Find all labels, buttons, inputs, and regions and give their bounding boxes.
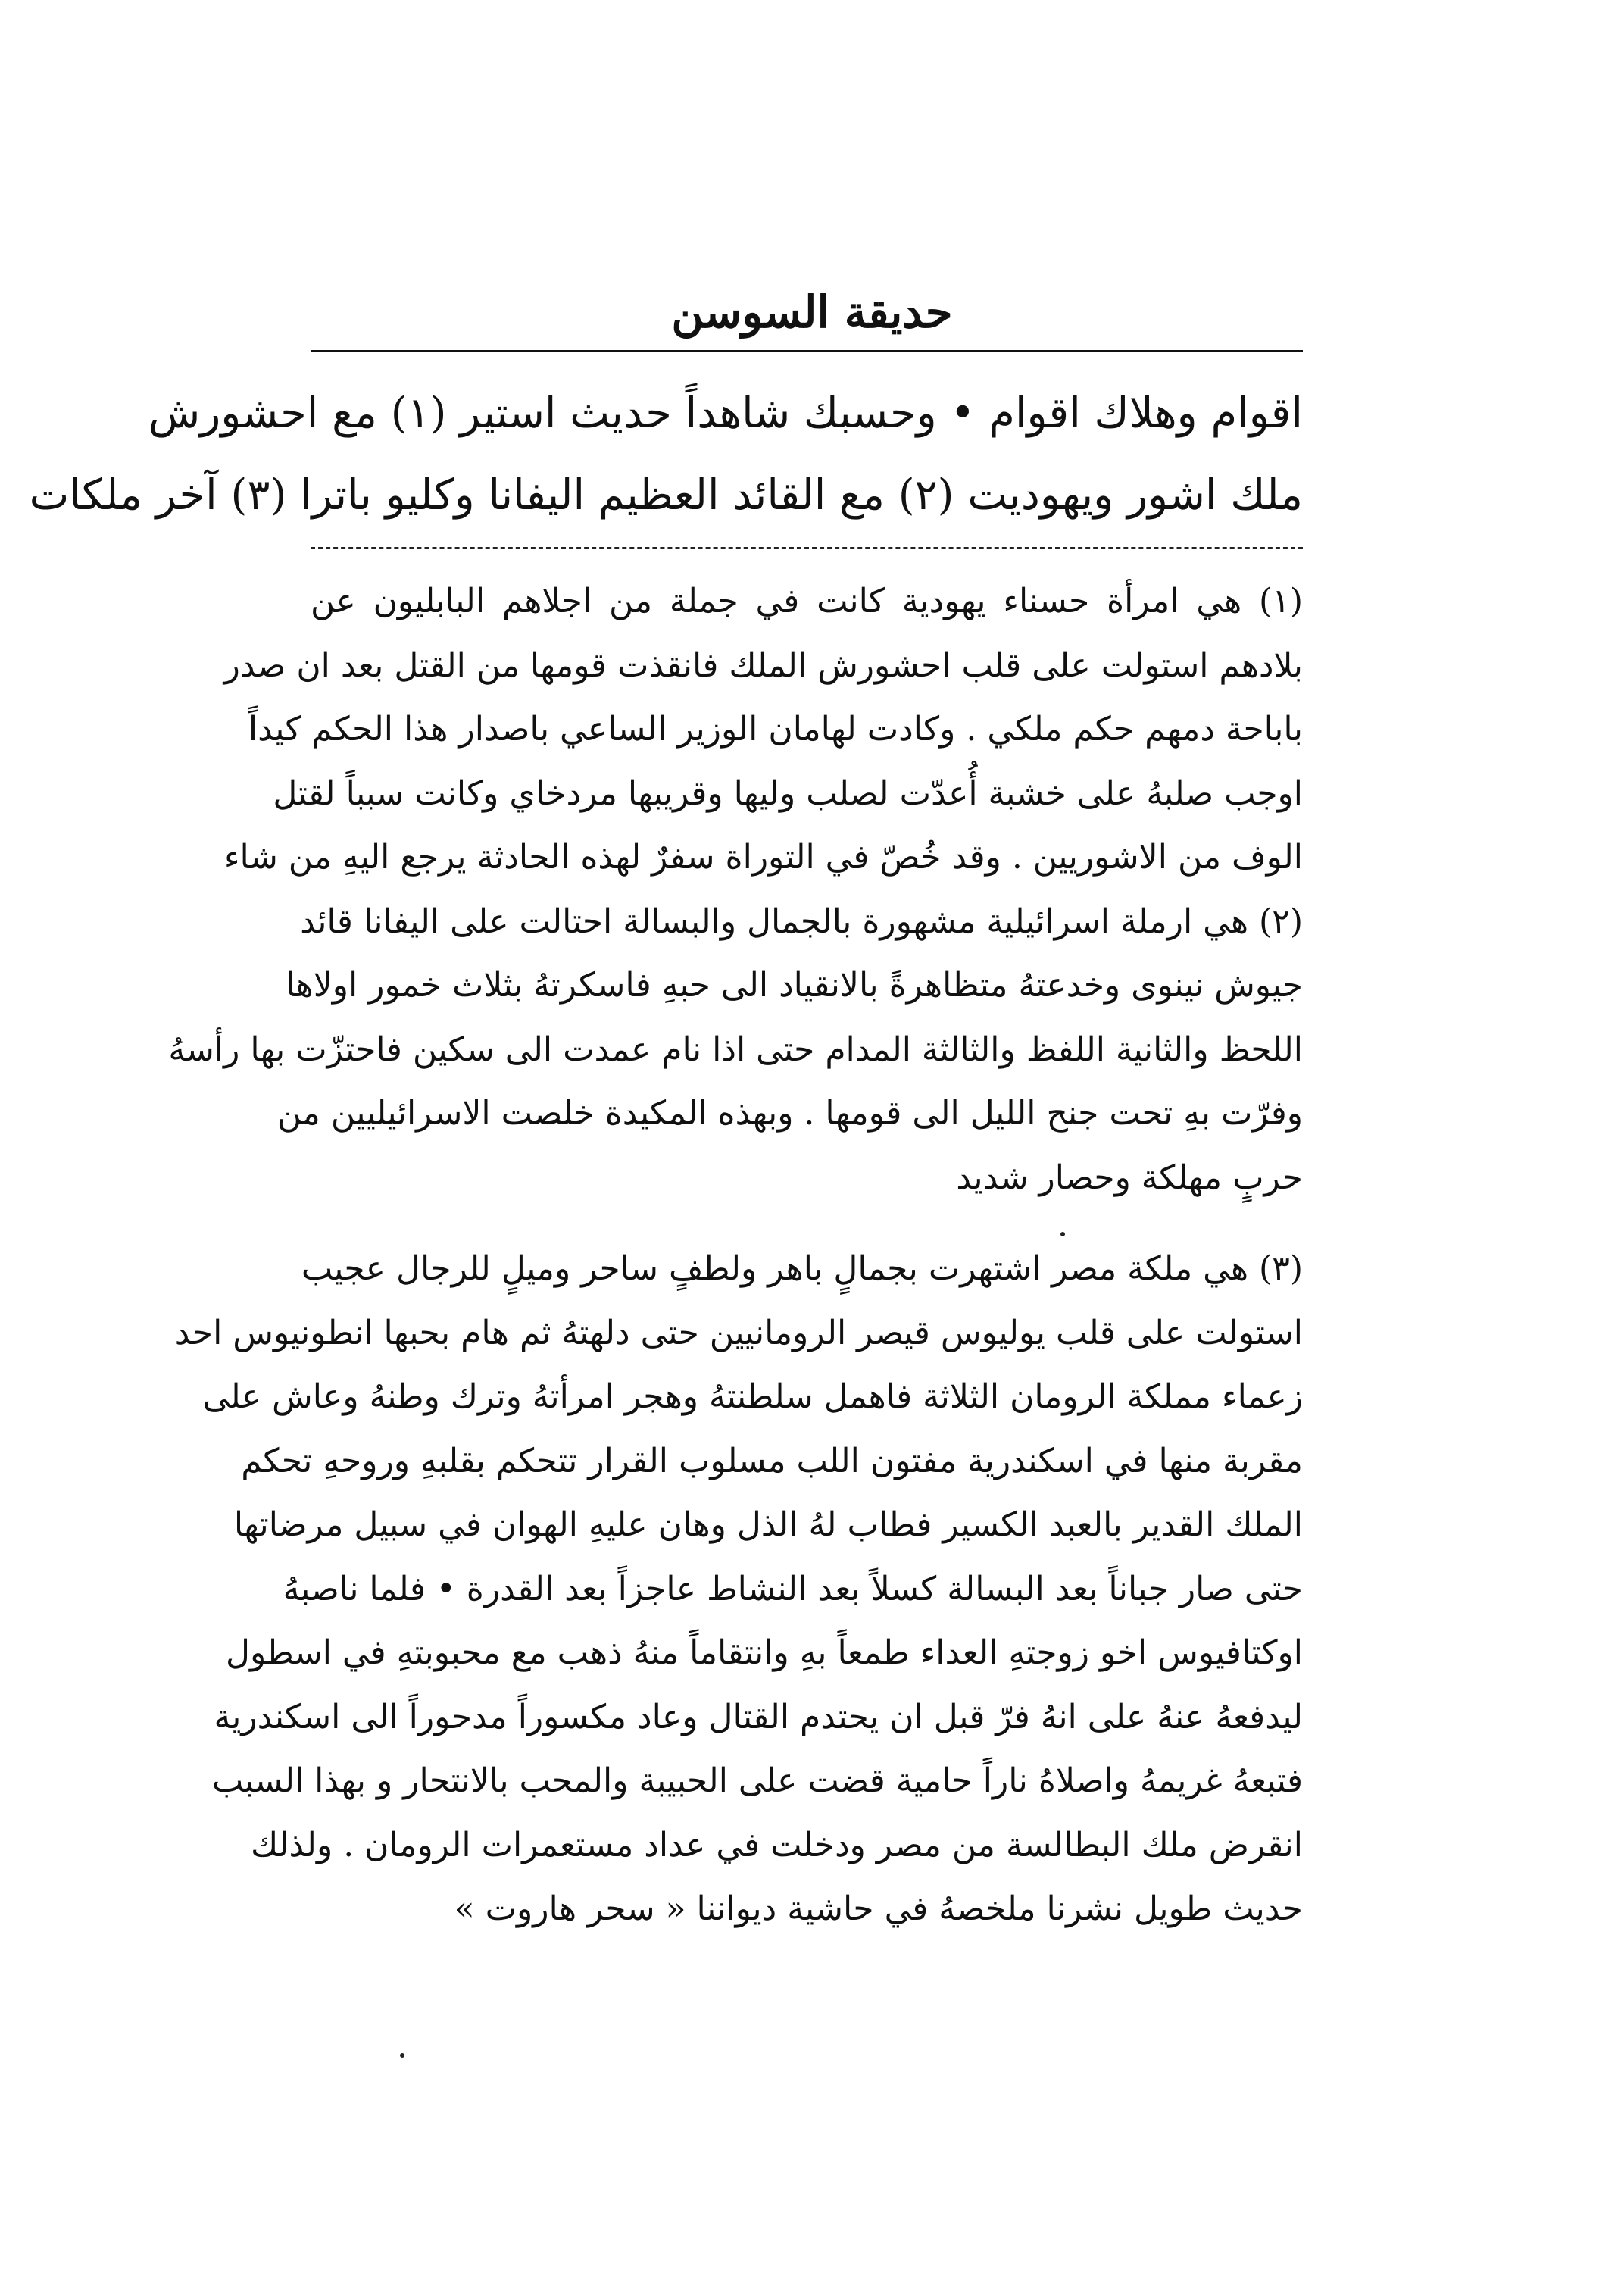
footnote-line: انقرض ملك البطالسة من مصر ودخلت في عداد مستعمرات الرومان . ولذلك: [250, 1825, 1303, 1864]
footnote-line: (٣) هي ملكة مصر اشتهرت بجمالٍ باهر ولطفٍ ساحر وميلٍ للرجال عجيب: [301, 1249, 1303, 1288]
footnote-line: باباحة دمهم حكم ملكي . وكادت لهامان الوزير الساعي باصدار هذا الحكم كيداً: [248, 710, 1303, 749]
footnote-line: حتى صار جباناً بعد البسالة كسلاً بعد النشاط عاجزاً بعد القدرة • فلما ناصبهُ: [283, 1569, 1303, 1608]
footnote-line: حربٍ مهلكة وحصار شديد: [956, 1158, 1303, 1197]
footnote-3: [174, 1237, 1303, 1942]
footnote-line: (٢) هي ارملة اسرائيلية مشهورة بالجمال والبسالة احتالت على اليفانا قائد: [300, 902, 1303, 941]
main-line: ملك اشور ويهوديت (٢) مع القائد العظيم اليفانا وكليو باترا (٣) آخر ملكات: [29, 470, 1303, 520]
footnote-line: اوجب صلبهُ على خشبة أُعدّت لصلب وليها وقريبها مردخاي وكانت سبباً لقتل: [273, 774, 1303, 813]
footnote-line: ليدفعهُ عنهُ على انهُ فرّ قبل ان يحتدم القتال وعاد مكسوراً مدحوراً الى اسكندرية: [214, 1697, 1303, 1736]
footnote-line: الوف من الاشوريين . وقد خُصّ في التوراة سفرٌ لهذه الحادثة يرجع اليهِ من شاء: [223, 838, 1303, 877]
footnote-line: استولت على قلب يوليوس قيصر الرومانيين حتى دلهتهُ ثم هام بحبها انطونيوس احد: [174, 1313, 1303, 1352]
footnote-line: مقربة منها في اسكندرية مفتون اللب مسلوب القرار تتحكم بقلبهِ وروحهِ تحكم: [241, 1441, 1303, 1480]
footnote-line: اوكتافيوس اخو زوجتهِ العداء طمعاً بهِ وانتقاماً منهُ ذهب مع محبوبتهِ في اسطول: [226, 1633, 1303, 1672]
footnote-line: زعماء مملكة الرومان الثلاثة فاهمل سلطنتهُ وهجر امرأتهُ وترك وطنهُ وعاش على: [202, 1377, 1303, 1416]
footnote-line: حديث طويل نشرنا ملخصهُ في حاشية ديواننا « سحر هاروت »: [454, 1889, 1303, 1928]
ink-speck: [400, 2053, 404, 2058]
ink-speck: [1060, 1232, 1065, 1236]
footnote-separator: [311, 547, 1303, 549]
footnote-line: بلادهم استولت على قلب احشورش الملك فانقذت قومها من القتل بعد ان صدر: [223, 645, 1303, 685]
footnote-gap: [311, 1210, 1303, 1237]
footnote-2: [168, 890, 1303, 1211]
running-header: حديقة السوسن: [671, 286, 953, 338]
footnote-line: وفرّت بهِ تحت جنح الليل الى قومها . وبهذه المكيدة خلصت الاسرائيليين من: [276, 1094, 1303, 1133]
header-rule: [311, 350, 1303, 352]
footnote-1: [223, 570, 1303, 890]
footnote-line: جيوش نينوى وخدعتهُ متظاهرةً بالانقياد الى حبهِ فاسكرتهُ بثلاث خمور اولاها: [286, 966, 1303, 1005]
footnote-line: الملك القدير بالعبد الكسير فطاب لهُ الذل وهان عليهِ الهوان في سبيل مرضاتها: [233, 1505, 1303, 1544]
footnote-line: (١) هي امرأة حسناء يهودية كانت في جملة من اجلاهم البابليون عن: [311, 582, 1303, 620]
footnotes: [168, 570, 1303, 1942]
footnote-line: اللحظ والثانية اللفظ والثالثة المدام حتى اذا نام عمدت الى سكين فاحتزّت بها رأسهُ: [168, 1030, 1303, 1069]
footnote-line: فتبعهُ غريمهُ واصلاهُ ناراً حامية قضت على الحبيبة والمحب بالانتحار و بهذا السبب: [211, 1761, 1303, 1800]
main-text: [29, 373, 1303, 536]
main-line: اقوام وهلاك اقوام • وحسبك شاهداً حديث استير (١) مع احشورش: [148, 389, 1303, 438]
